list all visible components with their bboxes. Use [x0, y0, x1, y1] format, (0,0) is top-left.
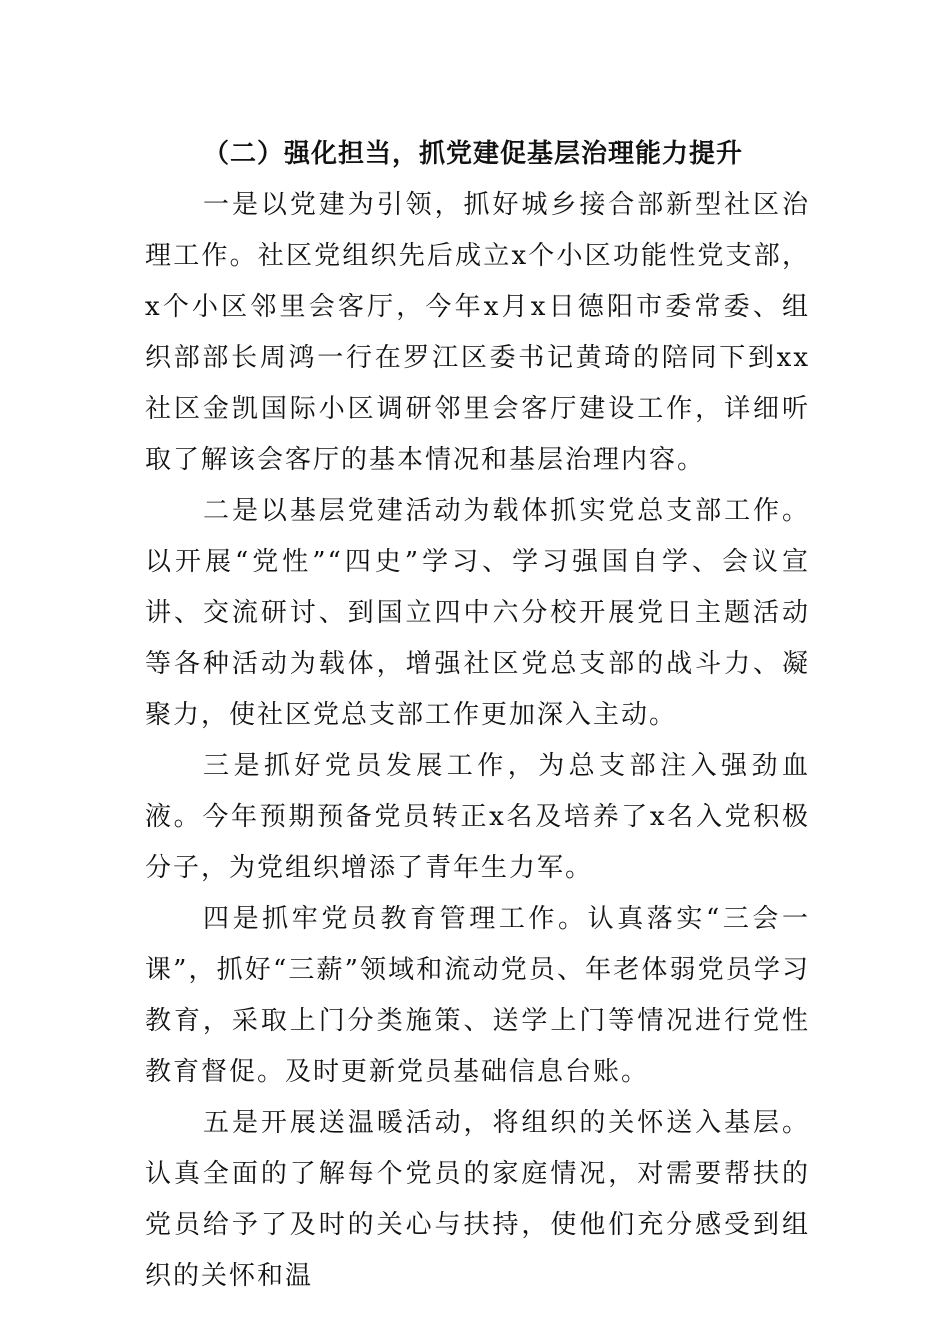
paragraph-4: 四是抓牢党员教育管理工作。认真落实“三会一课”，抓好“三薪”领域和流动党员、年老体弱党员学习教育，采取上门分类施策、送学上门等情况进行党性教育督促。及时更新党员基础信息台账。: [145, 904, 810, 1087]
paragraph-3: 三是抓好党员发展工作，为总支部注入强劲血液。今年预期预备党员转正x名及培养了x名入党积极分子，为党组织增添了青年生力军。: [145, 751, 810, 883]
section-heading: （二）强化担当，抓党建促基层治理能力提升: [203, 139, 744, 169]
paragraph-5: 五是开展送温暖活动，将组织的关怀送入基层。认真全面的了解每个党员的家庭情况，对需要帮扶的党员给予了及时的关心与扶持，使他们充分感受到组织的关怀和温: [145, 1108, 810, 1291]
document-body: [145, 128, 810, 1302]
paragraph-1: 一是以党建为引领，抓好城乡接合部新型社区治理工作。社区党组织先后成立x个小区功能性党支部，x个小区邻里会客厅，今年x月x日德阳市委常委、组织部部长周鸿一行在罗江区委书记黄琦的陪同下到xx社区金凯国际小区调研邻里会客厅建设工作，详细听取了解该会客厅的基本情况和基层治理内容。: [145, 190, 810, 475]
paragraph-2: 二是以基层党建活动为载体抓实党总支部工作。以开展“党性”“四史”学习、学习强国自学、会议宣讲、交流研讨、到国立四中六分校开展党日主题活动等各种活动为载体，增强社区党总支部的战斗力、凝聚力，使社区党总支部工作更加深入主动。: [145, 496, 810, 730]
